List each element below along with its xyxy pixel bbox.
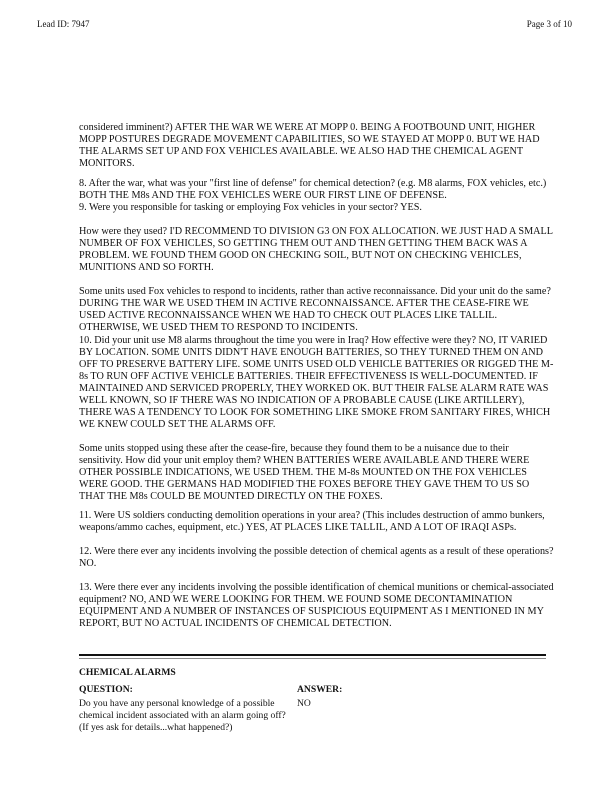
answer-text: NO xyxy=(297,698,311,709)
section-divider-thin xyxy=(79,658,546,659)
page-number: Page 3 of 10 xyxy=(526,19,572,29)
paragraph-mopp: considered imminent?) AFTER THE WAR WE WERE AT MOPP 0. BEING A FOOTBOUND UNIT, HIGHER MOPP POSTURES DEGRADE MOVEMENT CAPABILITIES, SO WE STAYED AT MOPP 0. BUT WE HAD THE ALARMS SET UP AND FOX VEHICLES AVAILABLE. WE ALSO HAD THE CHEMICAL AGENT MONITORS. xyxy=(79,122,540,169)
paragraph-q10: 10. Did your unit use M8 alarms throughout the time you were in Iraq? How effective were they? NO, IT VARIED BY LOCATION. SOME UNITS DIDN'T HAVE ENOUGH BATTERIES, SO THEY TURNED THEM ON AND OFF TO PRESERVE BATTERY LIFE. SOME UNITS USED OLD VEHICLE BATTERIES OR RIGGED THE M-8s TO RUN OFF ACTIVE VEHICLE BATTERIES. THEIR EFFECTIVENESS IS WELL-DOCUMENTED. IF MAINTAINED AND SERVICED PROPERLY, THEY WORKED OK. BUT THEIR FALSE ALARM RATE WAS WELL KNOWN, SO IF THERE WAS NO INDICATION OF A PROBABLE CAUSE (LIKE ARTILLERY), THERE WAS A TENDENCY TO LOOK FOR SOMETHING LIKE SMOKE FROM SANITARY FIRES, WHICH WE KNEW COULD SET THE ALARMS OFF. xyxy=(79,335,554,430)
paragraph-m8-employment: Some units stopped using these after the cease-fire, because they found them to be a nuisance due to their sensitivity. How did your unit employ them? WHEN BATTERIES WERE AVAILABLE AND THERE WERE OTHER POSSIBLE INDICATIONS, WE USED THEM. THE M-8s MOUNTED ON THE FOX VEHICLES WERE GOOD. THE GERMANS HAD MODIFIED THE FOXES BEFORE THEY GAVE THEM TO US SO THAT THE M8s COULD BE MOUNTED DIRECTLY ON THE FOXES. xyxy=(79,443,530,502)
lead-id: Lead ID: 7947 xyxy=(37,19,90,29)
paragraph-q13: 13. Were there ever any incidents involving the possible identification of chemical munitions or chemical-associated equipment? NO, AND WE WERE LOOKING FOR THEM. WE FOUND SOME DECONTAMINATION EQUIPMENT AND A NUMBER OF INSTANCES OF SUSPICIOUS EQUIPMENT AS I MENTIONED IN MY REPORT, BUT NO ACTUAL INCIDENTS OF CHEMICAL DETECTION. xyxy=(79,582,554,629)
paragraph-fox-response: Some units used Fox vehicles to respond to incidents, rather than active reconnaissance. Did your unit do the same? DURING THE WAR WE USED THEM IN ACTIVE RECONNAISSANCE. AFTER THE CEASE-FIRE WE USED ACTIVE RECONNAISSANCE WHEN WE HAD TO CHECK OUT PLACES LIKE TALLIL. OTHERWISE, WE USED THEM TO RESPOND TO INCIDENTS. xyxy=(79,286,551,333)
paragraph-q9: 9. Were you responsible for tasking or employing Fox vehicles in your sector? YES. xyxy=(79,202,422,213)
question-label: QUESTION: xyxy=(79,684,133,695)
paragraph-fox-usage: How were they used? I'D RECOMMEND TO DIVISION G3 ON FOX ALLOCATION. WE JUST HAD A SMALL NUMBER OF FOX VEHICLES, SO GETTING THEM OUT AND THEN GETTING THEM BACK WAS A PROBLEM. WE FOUND THEM GOOD ON CHECKING SOIL, BUT NOT ON CHECKING VEHICLES, MUNITIONS AND SO FORTH. xyxy=(79,226,553,273)
paragraph-q11: 11. Were US soldiers conducting demolition operations in your area? (This includes destruction of ammo bunkers, weapons/ammo caches, equipment, etc.) YES, AT PLACES LIKE TALLIL, AND A LOT OF IRAQI ASPs. xyxy=(79,510,545,533)
question-text: Do you have any personal knowledge of a possible chemical incident associated with an alarm going off? (If yes ask for details...what happened?) xyxy=(79,698,286,733)
answer-label: ANSWER: xyxy=(297,684,343,695)
section-title: CHEMICAL ALARMS xyxy=(79,667,176,678)
paragraph-q12: 12. Were there ever any incidents involving the possible detection of chemical agents as a result of these operations? NO. xyxy=(79,546,554,569)
paragraph-q8: 8. After the war, what was your "first line of defense" for chemical detection? (e.g. M8 alarms, FOX vehicles, etc.) BOTH THE M8s AND THE FOX VEHICLES WERE OUR FIRST LINE OF DEFENSE. xyxy=(79,178,547,201)
section-divider xyxy=(79,654,546,656)
